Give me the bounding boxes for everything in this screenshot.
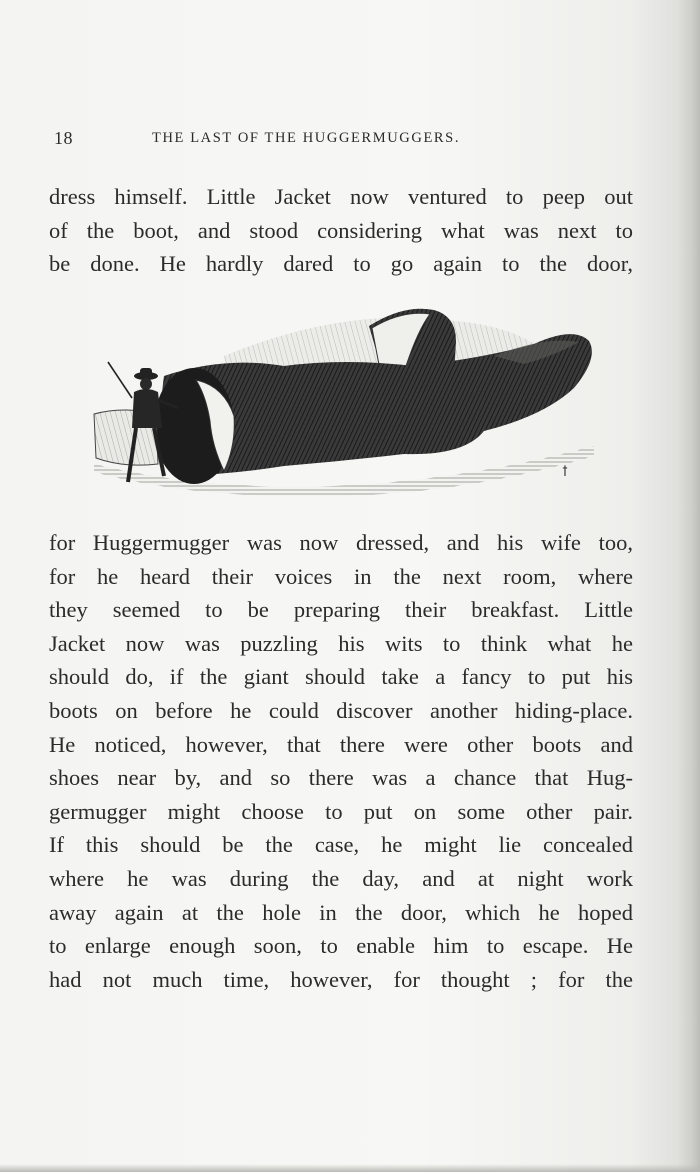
page-header <box>54 128 634 152</box>
text-line: Jacket now was puzzling his wits to think what he <box>49 630 633 656</box>
text-block-bottom <box>49 526 633 996</box>
text-line: should do, if the giant should take a fancy to put his <box>49 664 633 690</box>
page-number: 18 <box>54 128 73 148</box>
text-line: to enlarge enough soon, to enable him to escape. He <box>49 933 633 959</box>
text-line: they seemed to be preparing their breakfast. Little <box>49 597 633 623</box>
text-line: be done. He hardly dared to go again to the door, <box>49 251 633 277</box>
text-line: where he was during the day, and at night work <box>49 865 633 891</box>
text-block-top <box>49 180 633 281</box>
text-line: dress himself. Little Jacket now ventured to peep out <box>49 184 633 209</box>
text-line: of the boot, and stood considering what was next to <box>49 217 633 243</box>
text-line: If this should be the case, he might lie concealed <box>49 832 633 858</box>
page-bottom-shadow <box>0 1164 700 1172</box>
boot-illustration <box>84 296 614 506</box>
page-edge-shadow <box>678 0 700 1172</box>
text-line: away again at the hole in the door, which he hoped <box>49 899 633 925</box>
text-line: germugger might choose to put on some other pair. <box>49 798 633 824</box>
text-line: for Huggermugger was now dressed, and his wife too, <box>49 530 633 555</box>
engraver-mark: ꝉ <box>562 465 568 480</box>
running-title: THE LAST OF THE HUGGERMUGGERS. <box>152 130 461 146</box>
text-line: for he heard their voices in the next room, where <box>49 563 633 589</box>
text-line: shoes near by, and so there was a chance that Hug- <box>49 765 633 791</box>
text-line: boots on before he could discover another hiding-place. <box>49 697 633 723</box>
text-line: He noticed, however, that there were other boots and <box>49 731 633 757</box>
text-line: had not much time, however, for thought ; for the <box>49 966 633 992</box>
